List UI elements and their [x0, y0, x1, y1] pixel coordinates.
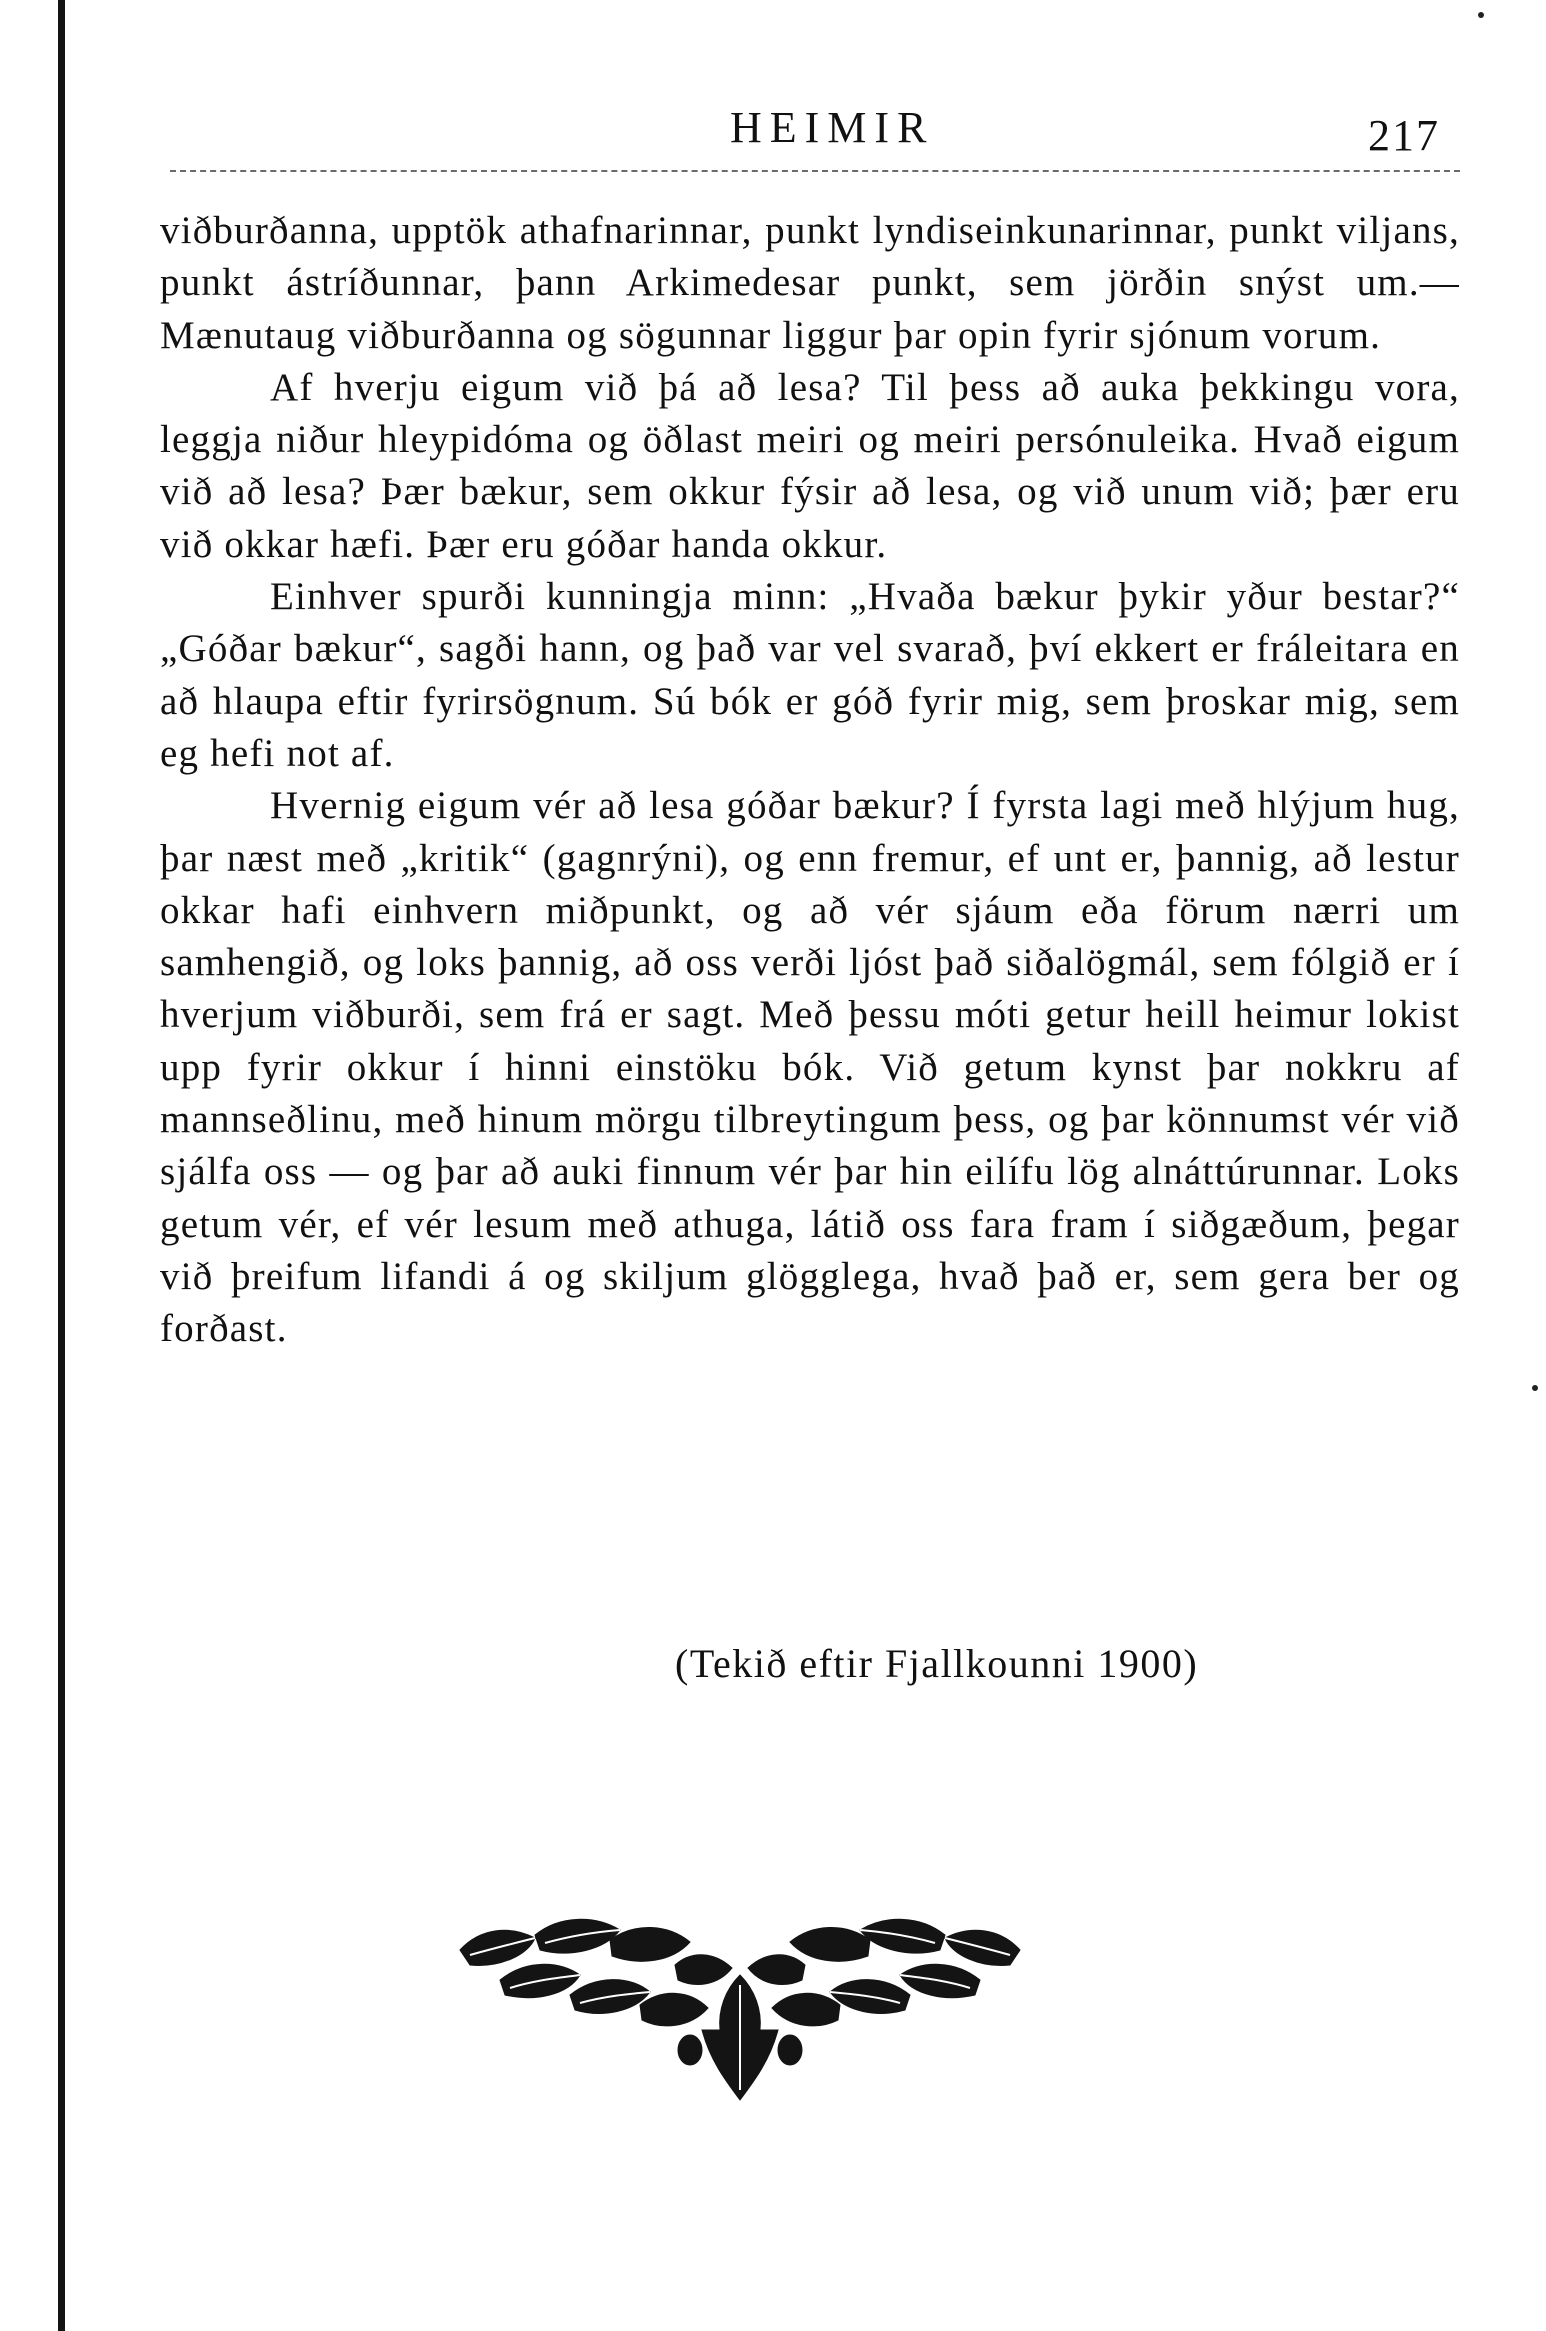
running-head: HEIMIR [730, 103, 935, 152]
page-header [170, 92, 1460, 172]
article-body [160, 205, 1460, 1356]
page-binding-rule [58, 0, 65, 2331]
paragraph: Einhver spurði kunningja minn: „Hvaða bækur þykir yður bestar?“ „Góðar bækur“, sagði hann, og það var vel svarað, því ekkert er fráleitara en að hlaupa eftir fyrirsögnum. Sú bók er góð fyrir mig, sem þroskar mig, sem eg hefi not af. [160, 575, 1460, 775]
oak-leaf-vignette-icon [440, 1910, 1040, 2105]
print-speck [1532, 1385, 1538, 1391]
paragraph: Hvernig eigum vér að lesa góðar bækur? Í fyrsta lagi með hlýjum hug, þar næst með „kritik“ (gagnrýni), og enn fremur, ef unt er, þannig, að lestur okkar hafi einhvern miðpunkt, og að vér sjáum eða förum nærri um samhengið, og loks þannig, að oss verði ljóst það siðalögmál, sem fólgið er í hverjum viðburði, sem frá er sagt. Með þessu móti getur heill heimur lokist upp fyrir okkur í hinni einstöku bók. Við getum kynst þar nokkru af mannseðlinu, með hinum mörgu tilbreytingum þess, og þar könnumst vér við sjálfa oss — og þar að auki finnum vér þar hin eilífu lög alnáttúrunnar. Loks getum vér, ef vér lesum með athuga, látið oss fara fram í siðgæðum, þegar við þreifum lifandi á og skiljum glögglega, hvað það er, sem gera ber og forðast. [160, 784, 1460, 1351]
page-number: 217 [1368, 111, 1440, 160]
paragraph-continuation: viðburðanna, upptök athafnarinnar, punkt lyndiseinkunarinnar, punkt viljans, punkt ástríðunnar, þann Arkimedesar punkt, sem jörðin snýst um.— Mænutaug viðburðanna og sögunnar liggur þar opin fyrir sjónum vorum. [160, 209, 1460, 357]
header-rule [170, 170, 1460, 172]
source-attribution: (Tekið eftir Fjallkounni 1900) [675, 1641, 1199, 1686]
print-speck [1478, 12, 1484, 18]
paragraph: Af hverju eigum við þá að lesa? Til þess að auka þekkingu vora, leggja niður hleypidóma og öðlast meiri og meiri persónuleika. Hvað eigum við að lesa? Þær bækur, sem okkur fýsir að lesa, og við unum við; þær eru við okkar hæfi. Þær eru góðar handa okkur. [160, 365, 1460, 566]
